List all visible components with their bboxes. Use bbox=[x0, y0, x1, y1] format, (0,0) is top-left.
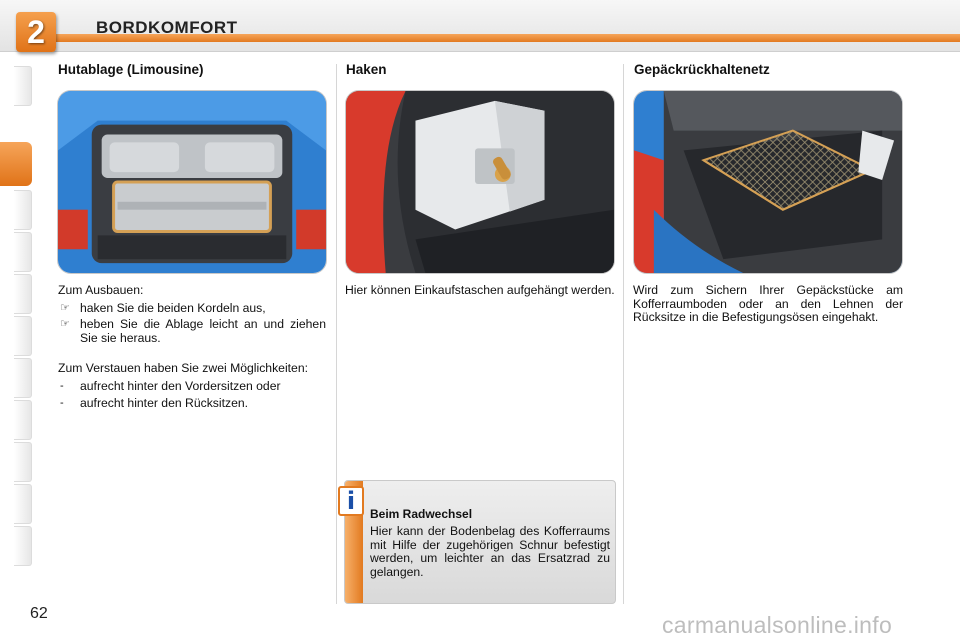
chapter-badge bbox=[16, 12, 56, 52]
photo-bag-hook bbox=[345, 90, 615, 274]
info-icon: i bbox=[338, 486, 364, 516]
photo-luggage-net bbox=[633, 90, 903, 274]
info-text: Hier kann der Bodenbelag des Kofferraums mit Hilfe der zugehörigen Schnur befestigt werden, um leichter an das Ersatzrad zu gelangen. bbox=[370, 524, 610, 579]
chapter-tab-4[interactable] bbox=[14, 232, 32, 272]
chapter-tab-1[interactable] bbox=[14, 66, 32, 106]
chapter-tab-8[interactable] bbox=[14, 400, 32, 440]
chapter-tab-3[interactable] bbox=[14, 190, 32, 230]
removal-intro: Zum Ausbauen: bbox=[58, 283, 144, 297]
info-heading: Beim Radwechsel bbox=[370, 507, 473, 521]
dash-marker: - bbox=[60, 396, 64, 409]
chapter-title: BORDKOMFORT bbox=[96, 18, 238, 37]
removal-step: ☞ heben Sie die Ablage leicht an und ziehen Sie sie heraus. bbox=[60, 317, 326, 345]
storage-option: - aufrecht hinter den Vordersitzen oder bbox=[60, 378, 281, 393]
chapter-tab-10[interactable] bbox=[14, 484, 32, 524]
netz-text: Wird zum Sichern Ihrer Gepäckstücke am Kofferraumboden oder an den Lehnen der Rücksitze in die Befestigungsösen eingehakt. bbox=[633, 283, 903, 325]
dash-marker: - bbox=[60, 379, 64, 392]
pointer-hand-icon: ☞ bbox=[60, 301, 70, 314]
chapter-tab-2-active[interactable] bbox=[0, 142, 32, 186]
chapter-tab-5[interactable] bbox=[14, 274, 32, 314]
section-title-netz: Gepäckrückhaltenetz bbox=[634, 62, 770, 77]
chapter-tab-11[interactable] bbox=[14, 526, 32, 566]
chapter-tab-9[interactable] bbox=[14, 442, 32, 482]
storage-intro: Zum Verstauen haben Sie zwei Möglichkeiten: bbox=[58, 361, 308, 376]
pointer-hand-icon: ☞ bbox=[60, 318, 70, 331]
storage-option: - aufrecht hinter den Rücksitzen. bbox=[60, 395, 249, 410]
haken-text: Hier können Einkaufstaschen aufgehängt werden. bbox=[345, 283, 615, 297]
chapter-tab-7[interactable] bbox=[14, 358, 32, 398]
column-divider bbox=[336, 64, 337, 604]
section-title-haken: Haken bbox=[346, 62, 387, 77]
page-number: 62 bbox=[30, 605, 48, 622]
column-divider bbox=[623, 64, 624, 604]
chapter-tab-strip bbox=[0, 66, 32, 576]
hutablage-text bbox=[58, 284, 326, 413]
photo-parcel-shelf bbox=[57, 90, 327, 274]
chapter-tab-6[interactable] bbox=[14, 316, 32, 356]
section-title-hutablage: Hutablage (Limousine) bbox=[58, 62, 204, 77]
watermark: carmanualsonline.info bbox=[662, 612, 893, 638]
chapter-number: 2 bbox=[27, 14, 45, 50]
removal-step: ☞ haken Sie die beiden Kordeln aus, bbox=[60, 300, 266, 315]
